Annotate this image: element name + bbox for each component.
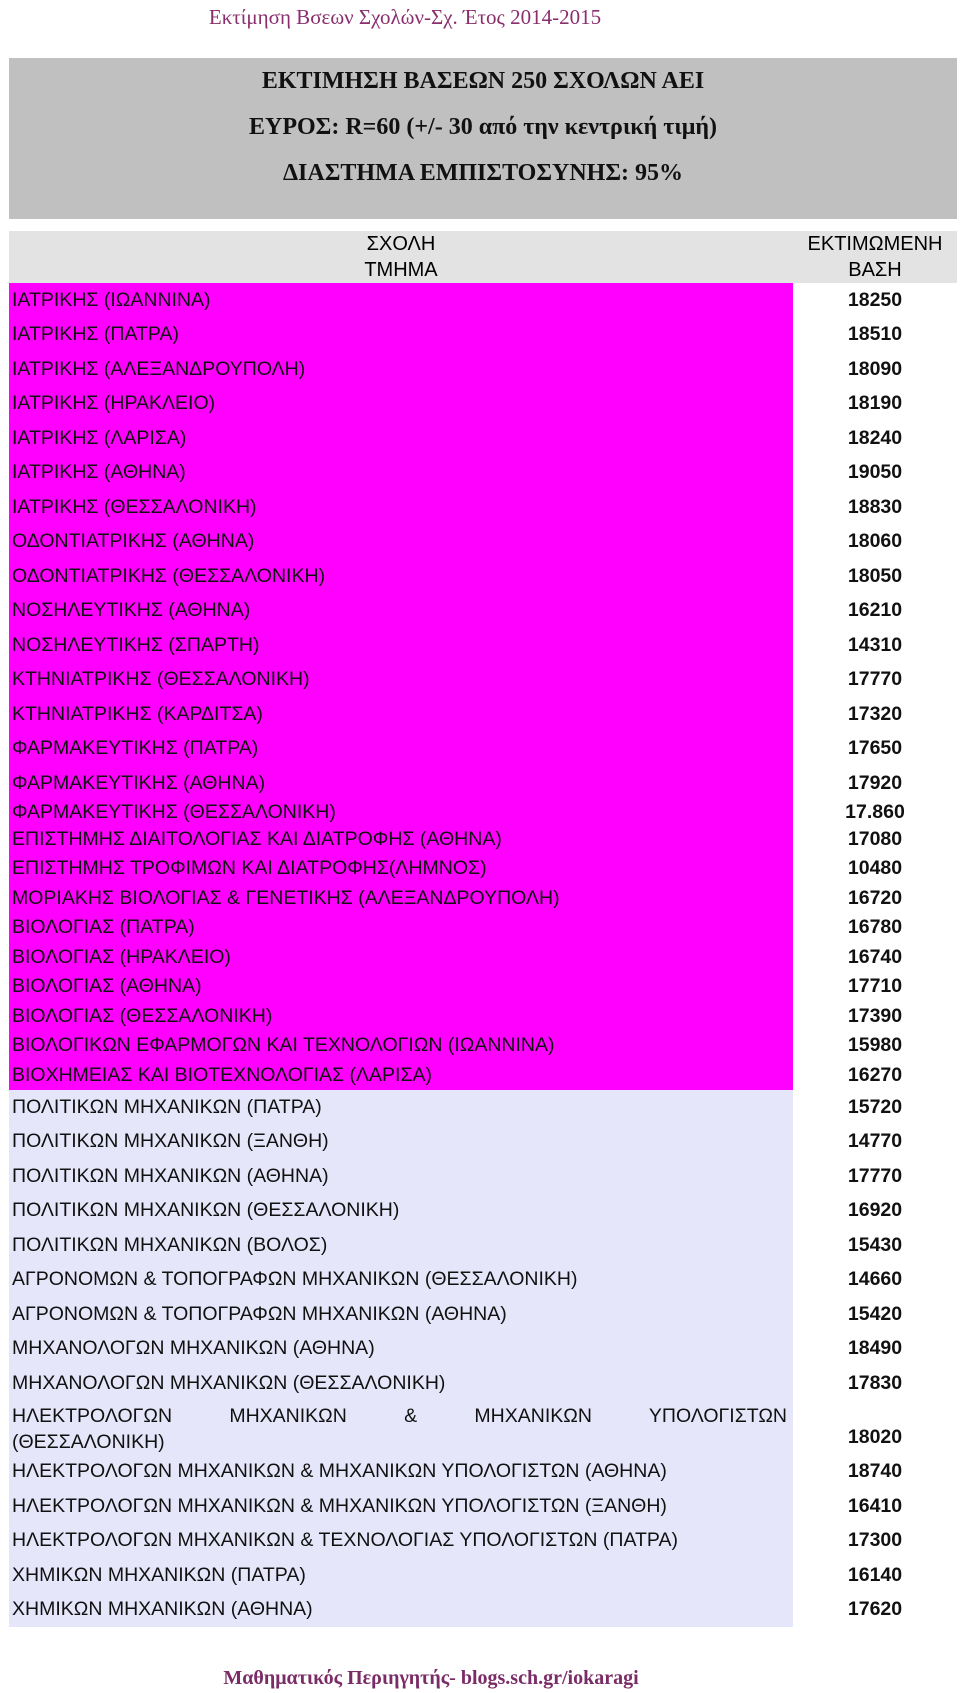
department-name: ΠΟΛΙΤΙΚΩΝ ΜΗΧΑΝΙΚΩΝ (ΘΕΣΣΑΛΟΝΙΚΗ) xyxy=(9,1194,793,1229)
department-name: ΒΙΟΛΟΓΙΑΣ (ΗΡΑΚΛΕΙΟ) xyxy=(9,943,793,973)
department-name: ΗΛΕΚΤΡΟΛΟΓΩΝ ΜΗΧΑΝΙΚΩΝ & ΤΕΧΝΟΛΟΓΙΑΣ ΥΠΟΛΟΓΙΣΤΩΝ (ΠΑΤΡΑ) xyxy=(9,1524,793,1559)
banner-confidence: ΔΙΑΣΤΗΜΑ ΕΜΠΙΣΤΟΣΥΝΗΣ: 95% xyxy=(282,160,684,186)
title-banner xyxy=(9,58,957,219)
department-name: ΒΙΟΛΟΓΙΑΣ (ΠΑΤΡΑ) xyxy=(9,913,793,943)
department-name: ΙΑΤΡΙΚΗΣ (ΗΡΑΚΛΕΙΟ) xyxy=(9,387,793,422)
table-row xyxy=(9,913,957,943)
header-school-label: ΣΧΟΛΗ xyxy=(366,233,436,255)
department-name: ΜΗΧΑΝΟΛΟΓΩΝ ΜΗΧΑΝΙΚΩΝ (ΘΕΣΣΑΛΟΝΙΚΗ) xyxy=(9,1366,793,1401)
department-name: ΗΛΕΚΤΡΟΛΟΓΩΝ ΜΗΧΑΝΙΚΩΝ & ΜΗΧΑΝΙΚΩΝ ΥΠΟΛΟΓΙΣΤΩΝ (ΞΑΝΘΗ) xyxy=(9,1489,793,1524)
department-name: ΕΠΙΣΤΗΜΗΣ ΤΡΟΦΙΜΩΝ ΚΑΙ ΔΙΑΤΡΟΦΗΣ(ΛΗΜΝΟΣ) xyxy=(9,854,793,884)
table-row xyxy=(9,1031,957,1061)
department-name-line2: (ΘΕΣΣΑΛΟΝΙΚΗ) xyxy=(12,1430,165,1453)
estimated-base-value: 18060 xyxy=(847,530,903,553)
estimated-base-value: 17650 xyxy=(847,737,903,760)
header-department-label: ΤΜΗΜΑ xyxy=(364,259,438,281)
department-name: ΚΤΗΝΙΑΤΡΙΚΗΣ (ΘΕΣΣΑΛΟΝΙΚΗ) xyxy=(9,663,793,698)
estimated-base-value: 17080 xyxy=(847,827,903,850)
estimated-base-value: 18250 xyxy=(847,288,903,311)
department-name: ΙΑΤΡΙΚΗΣ (ΑΛΕΞΑΝΔΡΟΥΠΟΛΗ) xyxy=(9,352,793,387)
estimated-base-value: 17770 xyxy=(847,1164,903,1187)
department-name: ΙΑΤΡΙΚΗΣ (ΑΘΗΝΑ) xyxy=(9,456,793,491)
estimated-base-value: 17710 xyxy=(847,975,903,998)
estimated-base-value: 16740 xyxy=(847,945,903,968)
estimated-base-value: 17770 xyxy=(847,668,903,691)
estimated-base-value: 16920 xyxy=(847,1199,903,1222)
estimated-base-value: 18510 xyxy=(847,323,903,346)
department-name: ΕΠΙΣΤΗΜΗΣ ΔΙΑΙΤΟΛΟΓΙΑΣ ΚΑΙ ΔΙΑΤΡΟΦΗΣ (ΑΘΗΝΑ) xyxy=(9,825,793,855)
estimated-base-value: 15430 xyxy=(847,1233,903,1256)
table-row xyxy=(9,972,957,1002)
estimated-base-value: 18190 xyxy=(847,392,903,415)
table-row xyxy=(9,1061,957,1091)
department-name: ΟΔΟΝΤΙΑΤΡΙΚΗΣ (ΑΘΗΝΑ) xyxy=(9,525,793,560)
table-row xyxy=(9,525,957,560)
department-name xyxy=(9,1401,793,1455)
department-name: ΠΟΛΙΤΙΚΩΝ ΜΗΧΑΝΙΚΩΝ (ΒΟΛΟΣ) xyxy=(9,1228,793,1263)
table-row xyxy=(9,456,957,491)
table-row xyxy=(9,801,957,825)
table-row xyxy=(9,1125,957,1160)
table-row xyxy=(9,1263,957,1298)
estimated-base-value: 16270 xyxy=(847,1063,903,1086)
table-row xyxy=(9,854,957,884)
header-estimated-label: ΕΚΤΙΜΩΜΕΝΗ xyxy=(807,233,943,255)
department-name: ΒΙΟΛΟΓΙΚΩΝ ΕΦΑΡΜΟΓΩΝ ΚΑΙ ΤΕΧΝΟΛΟΓΙΩΝ (ΙΩΑΝΝΙΝΑ) xyxy=(9,1031,793,1061)
table-row xyxy=(9,663,957,698)
estimated-base-value: 14310 xyxy=(847,633,903,656)
table-row xyxy=(9,1489,957,1524)
table-row xyxy=(9,490,957,525)
footer-credit: Μαθηματικός Περιηγητής- blogs.sch.gr/iokaragi xyxy=(223,1667,639,1689)
estimated-base-value: 16210 xyxy=(847,599,903,622)
table-row xyxy=(9,825,957,855)
table-row xyxy=(9,1228,957,1263)
estimated-base-value: 19050 xyxy=(847,461,903,484)
estimated-base-value: 16720 xyxy=(847,886,903,909)
estimated-base-value: 18240 xyxy=(847,426,903,449)
table-row xyxy=(9,1090,957,1125)
table-row xyxy=(9,884,957,914)
estimated-base-value: 18740 xyxy=(847,1460,903,1483)
table-row xyxy=(9,283,957,318)
department-name: ΙΑΤΡΙΚΗΣ (ΙΩΑΝΝΙΝΑ) xyxy=(9,283,793,318)
department-name: ΒΙΟΧΗΜΕΙΑΣ ΚΑΙ ΒΙΟΤΕΧΝΟΛΟΓΙΑΣ (ΛΑΡΙΣΑ) xyxy=(9,1061,793,1091)
estimated-base-value: 10480 xyxy=(847,857,903,880)
header-school-department xyxy=(9,231,793,283)
table-row xyxy=(9,559,957,594)
estimated-base-value: 16410 xyxy=(847,1494,903,1517)
department-name: ΑΓΡΟΝΟΜΩΝ & ΤΟΠΟΓΡΑΦΩΝ ΜΗΧΑΝΙΚΩΝ (ΑΘΗΝΑ) xyxy=(9,1297,793,1332)
banner-range: ΕΥΡΟΣ: R=60 (+/- 30 από την κεντρική τιμή) xyxy=(249,114,717,140)
department-name: ΦΑΡΜΑΚΕΥΤΙΚΗΣ (ΠΑΤΡΑ) xyxy=(9,732,793,767)
table-row xyxy=(9,732,957,767)
department-name: ΧΗΜΙΚΩΝ ΜΗΧΑΝΙΚΩΝ (ΠΑΤΡΑ) xyxy=(9,1558,793,1593)
estimated-base-value: 15720 xyxy=(847,1095,903,1118)
estimated-base-value: 16780 xyxy=(847,916,903,939)
department-name: ΝΟΣΗΛΕΥΤΙΚΗΣ (ΑΘΗΝΑ) xyxy=(9,594,793,629)
estimated-base-value: 17830 xyxy=(847,1371,903,1394)
table-row xyxy=(9,1159,957,1194)
table-row xyxy=(9,1332,957,1367)
table-row xyxy=(9,697,957,732)
department-name: ΑΓΡΟΝΟΜΩΝ & ΤΟΠΟΓΡΑΦΩΝ ΜΗΧΑΝΙΚΩΝ (ΘΕΣΣΑΛΟΝΙΚΗ) xyxy=(9,1263,793,1298)
table-row xyxy=(9,1297,957,1332)
estimated-base-value: 17300 xyxy=(847,1529,903,1552)
department-name: ΧΗΜΙΚΩΝ ΜΗΧΑΝΙΚΩΝ (ΑΘΗΝΑ) xyxy=(9,1593,793,1628)
department-name: ΙΑΤΡΙΚΗΣ (ΠΑΤΡΑ) xyxy=(9,318,793,353)
department-name: ΚΤΗΝΙΑΤΡΙΚΗΣ (ΚΑΡΔΙΤΣΑ) xyxy=(9,697,793,732)
table-row xyxy=(9,1401,957,1455)
department-name: ΙΑΤΡΙΚΗΣ (ΘΕΣΣΑΛΟΝΙΚΗ) xyxy=(9,490,793,525)
estimated-base-value: 15420 xyxy=(847,1302,903,1325)
department-name: ΙΑΤΡΙΚΗΣ (ΛΑΡΙΣΑ) xyxy=(9,421,793,456)
estimated-base-value: 18490 xyxy=(847,1337,903,1360)
table-row xyxy=(9,594,957,629)
department-name: ΠΟΛΙΤΙΚΩΝ ΜΗΧΑΝΙΚΩΝ (ΑΘΗΝΑ) xyxy=(9,1159,793,1194)
department-name: ΟΔΟΝΤΙΑΤΡΙΚΗΣ (ΘΕΣΣΑΛΟΝΙΚΗ) xyxy=(9,559,793,594)
table-row xyxy=(9,318,957,353)
header-estimated-base xyxy=(793,231,957,283)
department-name: ΜΗΧΑΝΟΛΟΓΩΝ ΜΗΧΑΝΙΚΩΝ (ΑΘΗΝΑ) xyxy=(9,1332,793,1367)
estimated-base-value: 17620 xyxy=(847,1598,903,1621)
estimated-base-value: 14770 xyxy=(847,1130,903,1153)
page-header-title: Εκτίμηση Βσεων Σχολών-Σχ. Έτος 2014-2015 xyxy=(208,5,602,29)
table-row xyxy=(9,1366,957,1401)
estimated-base-value: 18830 xyxy=(847,495,903,518)
department-name: ΗΛΕΚΤΡΟΛΟΓΩΝ ΜΗΧΑΝΙΚΩΝ & ΜΗΧΑΝΙΚΩΝ ΥΠΟΛΟΓΙΣΤΩΝ (ΑΘΗΝΑ) xyxy=(9,1455,793,1490)
department-name: ΠΟΛΙΤΙΚΩΝ ΜΗΧΑΝΙΚΩΝ (ΠΑΤΡΑ) xyxy=(9,1090,793,1125)
department-name-line1: ΗΛΕΚΤΡΟΛΟΓΩΝ ΜΗΧΑΝΙΚΩΝ & ΜΗΧΑΝΙΚΩΝ ΥΠΟΛΟΓΙΣΤΩΝ xyxy=(12,1404,787,1427)
department-name: ΒΙΟΛΟΓΙΑΣ (ΘΕΣΣΑΛΟΝΙΚΗ) xyxy=(9,1002,793,1032)
estimated-base-value: 14660 xyxy=(847,1268,903,1291)
table-row xyxy=(9,352,957,387)
estimated-base-value: 17390 xyxy=(847,1004,903,1027)
table-row xyxy=(9,1558,957,1593)
estimated-base-value: 17320 xyxy=(847,702,903,725)
department-name: ΠΟΛΙΤΙΚΩΝ ΜΗΧΑΝΙΚΩΝ (ΞΑΝΘΗ) xyxy=(9,1125,793,1160)
estimated-base-value: 18020 xyxy=(847,1425,903,1448)
estimated-base-value: 17.860 xyxy=(845,801,905,823)
department-name: ΦΑΡΜΑΚΕΥΤΙΚΗΣ (ΘΕΣΣΑΛΟΝΙΚΗ) xyxy=(9,801,793,825)
estimated-base-value: 15980 xyxy=(847,1034,903,1057)
table-row xyxy=(9,1002,957,1032)
department-name: ΒΙΟΛΟΓΙΑΣ (ΑΘΗΝΑ) xyxy=(9,972,793,1002)
banner-title: ΕΚΤΙΜΗΣΗ ΒΑΣΕΩΝ 250 ΣΧΟΛΩΝ ΑΕΙ xyxy=(261,68,705,94)
table-header xyxy=(9,231,957,283)
table-row xyxy=(9,628,957,663)
table-row xyxy=(9,1593,957,1628)
table-row xyxy=(9,1524,957,1559)
estimated-base-value: 18050 xyxy=(847,564,903,587)
table-row xyxy=(9,766,957,801)
estimated-base-value: 17920 xyxy=(847,771,903,794)
estimated-base-value: 18090 xyxy=(847,357,903,380)
department-name: ΝΟΣΗΛΕΥΤΙΚΗΣ (ΣΠΑΡΤΗ) xyxy=(9,628,793,663)
table-row xyxy=(9,943,957,973)
header-base-label: ΒΑΣΗ xyxy=(848,259,902,281)
department-name: ΜΟΡΙΑΚΗΣ ΒΙΟΛΟΓΙΑΣ & ΓΕΝΕΤΙΚΗΣ (ΑΛΕΞΑΝΔΡΟΥΠΟΛΗ) xyxy=(9,884,793,914)
table-row xyxy=(9,1194,957,1229)
table-row xyxy=(9,421,957,456)
department-name: ΦΑΡΜΑΚΕΥΤΙΚΗΣ (ΑΘΗΝΑ) xyxy=(9,766,793,801)
table-row xyxy=(9,387,957,422)
table-row xyxy=(9,1455,957,1490)
estimated-base-value: 16140 xyxy=(847,1563,903,1586)
